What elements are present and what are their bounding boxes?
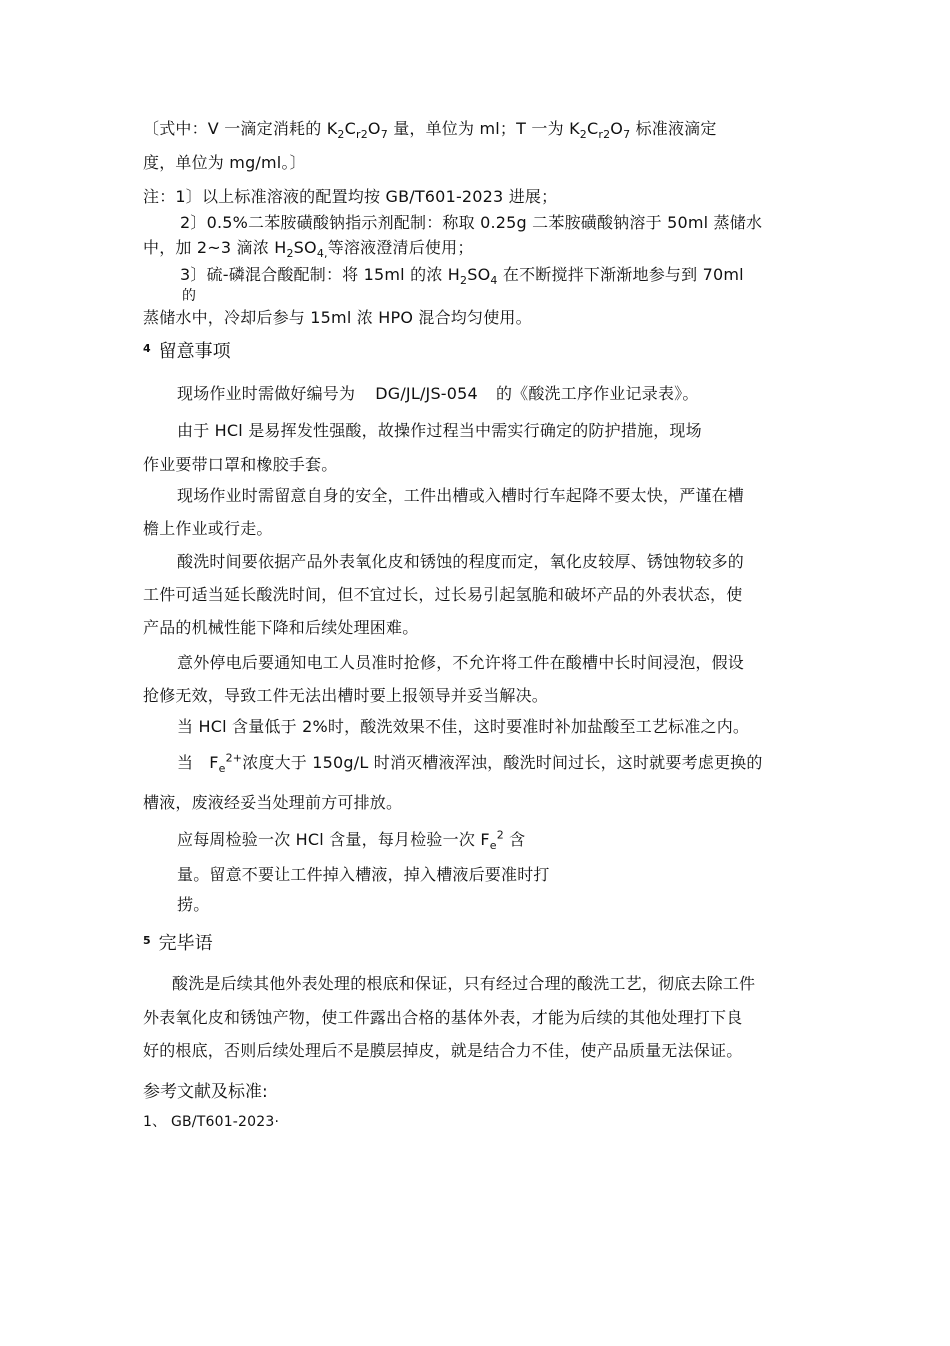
- note-text: SO: [293, 238, 317, 257]
- reference-item-1: 1、 GB/T601-2023·: [143, 1114, 280, 1130]
- section-4-p4-line-2: 工件可适当延长酸洗时间，但不宜过长，过长易引起氢脆和破坏产品的外表状态，使: [143, 585, 743, 604]
- note-3-line-1-tail: 的: [182, 288, 197, 304]
- note-2-line-2: [143, 237, 474, 259]
- section-5-p1-line-3: 好的根底，否则后续处理后不是膜层掉皮，就是结合力不佳，使产品质量无法保证。: [143, 1041, 743, 1060]
- section-4-p5-line-1: 意外停电后要通知电工人员准时抢修，不允许将工件在酸槽中长时间浸泡，假设: [177, 653, 745, 672]
- p1-text: 的《酸洗工序作业记录表》。: [495, 384, 699, 403]
- formula-o: O: [367, 119, 381, 138]
- section-5-p1-line-1: 酸洗是后续其他外表处理的根底和保证，只有经过合理的酸洗工艺，彻底去除工件: [172, 974, 756, 993]
- note-text: 在不断搅拌下渐渐地参与到 70ml: [497, 265, 744, 284]
- p8-text: 应每周检验一次 HCl 含量，每月检验一次: [177, 830, 481, 849]
- section-4-p5-line-2: 抢修无效，导致工件无法出槽时要上报领导并妥当解决。: [143, 686, 549, 705]
- note-text: SO: [467, 265, 491, 284]
- section-4-p2-line-1: 由于 HCl 是易挥发性强酸，故操作过程当中需实行确定的防护措施，现场: [177, 421, 702, 440]
- formula-o-sub: 7: [380, 128, 388, 142]
- fe-sup: 2+: [225, 751, 243, 765]
- formula-cr: C: [586, 119, 599, 138]
- section-4-heading: [143, 340, 231, 364]
- section-4-p2-line-2: 作业要带口罩和橡胶手套。: [143, 455, 338, 474]
- references-title: 参考文献及标准:: [143, 1082, 268, 1102]
- section-4-p6: 当 HCl 含量低于 2%时，酸洗效果不佳，这时要准时补加盐酸至工艺标准之内。: [177, 717, 750, 736]
- note-1: 注：1〕以上标准溶液的配置均按 GB/T601-2023 进展；: [143, 187, 558, 206]
- section-4-number: 4: [143, 342, 151, 355]
- formula-k-sub: 2: [579, 128, 587, 142]
- fe-sub: e: [489, 839, 497, 853]
- section-4-p8-line-3: 捞。: [177, 895, 210, 914]
- section-4-p3-line-1: 现场作业时需留意自身的安全，工件出槽或入槽时行车起降不要太快，严谨在槽: [177, 486, 745, 505]
- p7-text: 浓度大于 150g/L 时消灭槽液浑浊，酸洗时间过长，这时就要考虑更换的: [242, 753, 763, 772]
- section-5-p1-line-2: 外表氧化皮和锈蚀产物，使工件露出合格的基体外表，才能为后续的其他处理打下良: [143, 1008, 743, 1027]
- section-4-p7-line-1: [177, 752, 763, 774]
- fe-symbol: F: [480, 830, 490, 849]
- formula-k: K: [326, 119, 338, 138]
- section-5-heading: [143, 932, 213, 956]
- formula-note-text: 标准液滴定: [630, 119, 717, 138]
- section-5-title: 完毕语: [158, 933, 213, 954]
- p7-text: 当: [177, 753, 194, 772]
- section-4-p8-line-2: 量。留意不要让工件掉入槽液，掉入槽液后要准时打: [177, 865, 550, 884]
- formula-cr-sub: r2: [356, 128, 368, 142]
- formula-note-text: 量，单位为 ml；T 一为: [387, 119, 570, 138]
- section-4-p8-line-1: [177, 829, 525, 851]
- section-5-number: 5: [143, 934, 151, 947]
- section-4-p4-line-1: 酸洗时间要依据产品外表氧化皮和锈蚀的程度而定，氧化皮较厚、锈蚀物较多的: [177, 552, 745, 571]
- formula-note-line-2: 度，单位为 mg/ml。〕: [143, 153, 306, 172]
- section-4-title: 留意事项: [158, 341, 231, 362]
- formula-note-text: 〔式中：V 一滴定消耗的: [143, 119, 327, 138]
- record-form-code: DG/JL/JS-054: [375, 384, 478, 403]
- fe-symbol: F: [209, 753, 219, 772]
- formula-cr: C: [344, 119, 356, 138]
- formula-note-line-1: [143, 118, 717, 140]
- note-2-line-1: 2〕0.5%二苯胺磺酸钠指示剂配制：称取 0.25g 二苯胺磺酸钠溶于 50ml 蒸储水: [180, 213, 763, 232]
- fe-sup: 2: [496, 828, 504, 842]
- p8-text: 含: [503, 830, 526, 849]
- note-3-line-1: [180, 264, 744, 286]
- note-sub: 2: [460, 274, 468, 288]
- note-text: 3〕硫-磷混合酸配制：将 15ml 的浓 H: [180, 265, 461, 284]
- note-3-line-2: 蒸储水中，冷却后参与 15ml 浓 HPO 混合均匀使用。: [143, 308, 532, 327]
- note-sub: 2: [286, 247, 294, 261]
- section-4-p4-line-3: 产品的机械性能下降和后续处理困难。: [143, 618, 419, 637]
- note-text: 中，加 2~3 滴浓 H: [143, 238, 287, 257]
- note-sub: 4,: [316, 247, 328, 261]
- p1-text: 现场作业时需做好编号为: [177, 384, 356, 403]
- note-sub: 4: [490, 274, 498, 288]
- fe-sub: e: [218, 762, 226, 776]
- formula-o: O: [610, 119, 624, 138]
- note-text: 等溶液澄清后使用；: [327, 238, 474, 257]
- formula-o-sub: 7: [623, 128, 631, 142]
- formula-cr-sub: r2: [598, 128, 611, 142]
- section-4-p1: [177, 383, 699, 405]
- section-4-p3-line-2: 檐上作业或行走。: [143, 519, 273, 538]
- formula-k-sub: 2: [337, 128, 345, 142]
- formula-k: K: [569, 119, 580, 138]
- section-4-p7-line-2: 槽液，废液经妥当处理前方可排放。: [143, 793, 403, 812]
